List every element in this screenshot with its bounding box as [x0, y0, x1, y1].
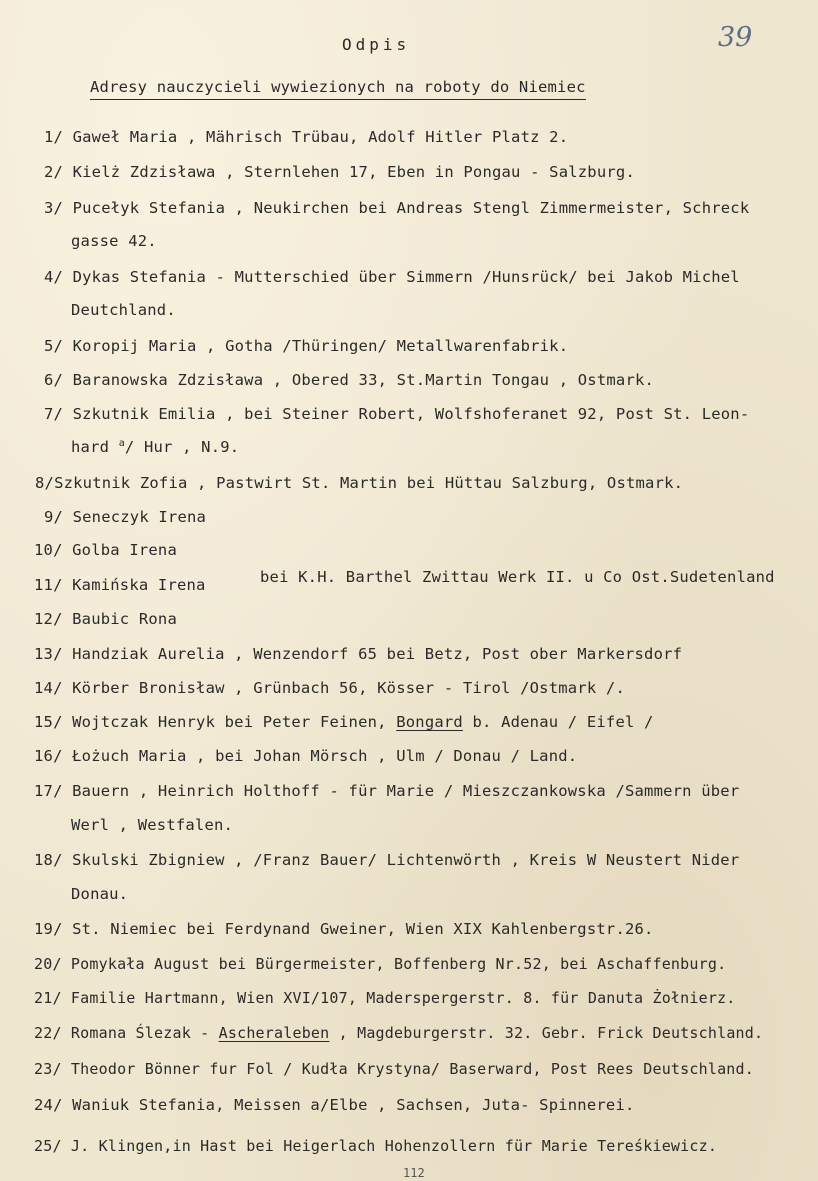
entry-18: 18/ Skulski Zbigniew , /Franz Bauer/ Lichtenwörth , Kreis W Neustert Nider	[34, 851, 740, 869]
entry-4-cont: Deutchland.	[71, 301, 176, 319]
entry-22	[34, 1024, 763, 1042]
entry-7: 7/ Szkutnik Emilia , bei Steiner Robert, Wolfshoferanet 92, Post St. Leon-	[44, 405, 750, 423]
entry-17-cont: Werl , Westfalen.	[71, 816, 234, 834]
entry-6: 6/ Baranowska Zdzisława , Obered 33, St.Martin Tongau , Ostmark.	[44, 371, 655, 389]
entry-22-underlined: Ascheraleben	[218, 1024, 330, 1042]
entry-25: 25/ J. Klingen,in Hast bei Heigerlach Hohenzollern für Marie Tereśkiewicz.	[34, 1137, 718, 1155]
entry-23: 23/ Theodor Bönner fur Fol / Kudła Krystyna/ Baserward, Post Rees Deutschland.	[34, 1060, 754, 1078]
entry-18-cont: Donau.	[71, 885, 129, 903]
entry-1: 1/ Gaweł Maria , Mährisch Trübau, Adolf Hitler Platz 2.	[44, 128, 569, 146]
entry-8: 8/Szkutnik Zofia , Pastwirt St. Martin bei Hüttau Salzburg, Ostmark.	[35, 474, 684, 492]
entry-15-a: 15/ Wojtczak Henryk bei Peter Feinen,	[34, 713, 397, 731]
entry-21: 21/ Familie Hartmann, Wien XVI/107, Maderspergerstr. 8. für Danuta Żołnierz.	[34, 989, 736, 1007]
entry-13: 13/ Handziak Aurelia , Wenzendorf 65 bei Betz, Post ober Markersdorf	[34, 645, 683, 663]
entry-2: 2/ Kielż Zdzisława , Sternlehen 17, Eben in Pongau - Salzburg.	[44, 163, 635, 181]
entry-9: 9/ Seneczyk Irena	[44, 508, 207, 526]
entry-7-cont-b: / Hur , N.9.	[124, 438, 240, 456]
entry-3: 3/ Pucełyk Stefania , Neukirchen bei Andreas Stengl Zimmermeister, Schreck	[44, 199, 750, 217]
entry-4: 4/ Dykas Stefania - Mutterschied über Simmern /Hunsrück/ bei Jakob Michel	[44, 268, 740, 286]
entry-7-cont	[71, 438, 239, 456]
entry-22-b: , Magdeburgerstr. 32. Gebr. Frick Deutschland.	[329, 1024, 764, 1042]
entry-15-b: b. Adenau / Eifel /	[462, 713, 654, 731]
entry-20: 20/ Pomykała August bei Bürgermeister, Boffenberg Nr.52, bei Aschaffenburg.	[34, 955, 727, 973]
entry-17: 17/ Bauern , Heinrich Holthoff - für Marie / Mieszczankowska /Sammern über	[34, 782, 740, 800]
entry-3-cont: gasse 42.	[71, 232, 157, 250]
entry-14: 14/ Körber Bronisław , Grünbach 56, Kösser - Tirol /Ostmark /.	[34, 679, 625, 697]
entry-7-superscript: a	[118, 438, 125, 449]
document-title: Odpis	[342, 35, 411, 54]
entry-5: 5/ Koropij Maria , Gotha /Thüringen/ Metallwarenfabrik.	[44, 337, 569, 355]
entry-19: 19/ St. Niemiec bei Ferdynand Gweiner, Wien XIX Kahlenbergstr.26.	[34, 920, 654, 938]
entries-9-12-address: bei K.H. Barthel Zwittau Werk II. u Co Ost.Sudetenland	[260, 568, 775, 586]
entry-15-underlined: Bongard	[396, 713, 463, 731]
heading-text: Adresy nauczycieli wywiezionych na roboty do Niemiec	[90, 78, 586, 100]
document-heading	[90, 78, 586, 96]
entry-10: 10/ Golba Irena	[34, 541, 177, 559]
archive-folio-mark: 112	[403, 1166, 425, 1180]
entry-24: 24/ Waniuk Stefania, Meissen a/Elbe , Sachsen, Juta- Spinnerei.	[34, 1096, 635, 1114]
entry-7-cont-a: hard	[71, 438, 110, 456]
entry-11: 11/ Kamińska Irena	[34, 576, 206, 594]
entry-16: 16/ Łożuch Maria , bei Johan Mörsch , Ulm / Donau / Land.	[34, 747, 578, 765]
page-number: 39	[718, 22, 753, 53]
entry-15	[34, 713, 654, 731]
entry-22-a: 22/ Romana Ślezak -	[34, 1024, 219, 1042]
entry-12: 12/ Baubic Rona	[34, 610, 177, 628]
